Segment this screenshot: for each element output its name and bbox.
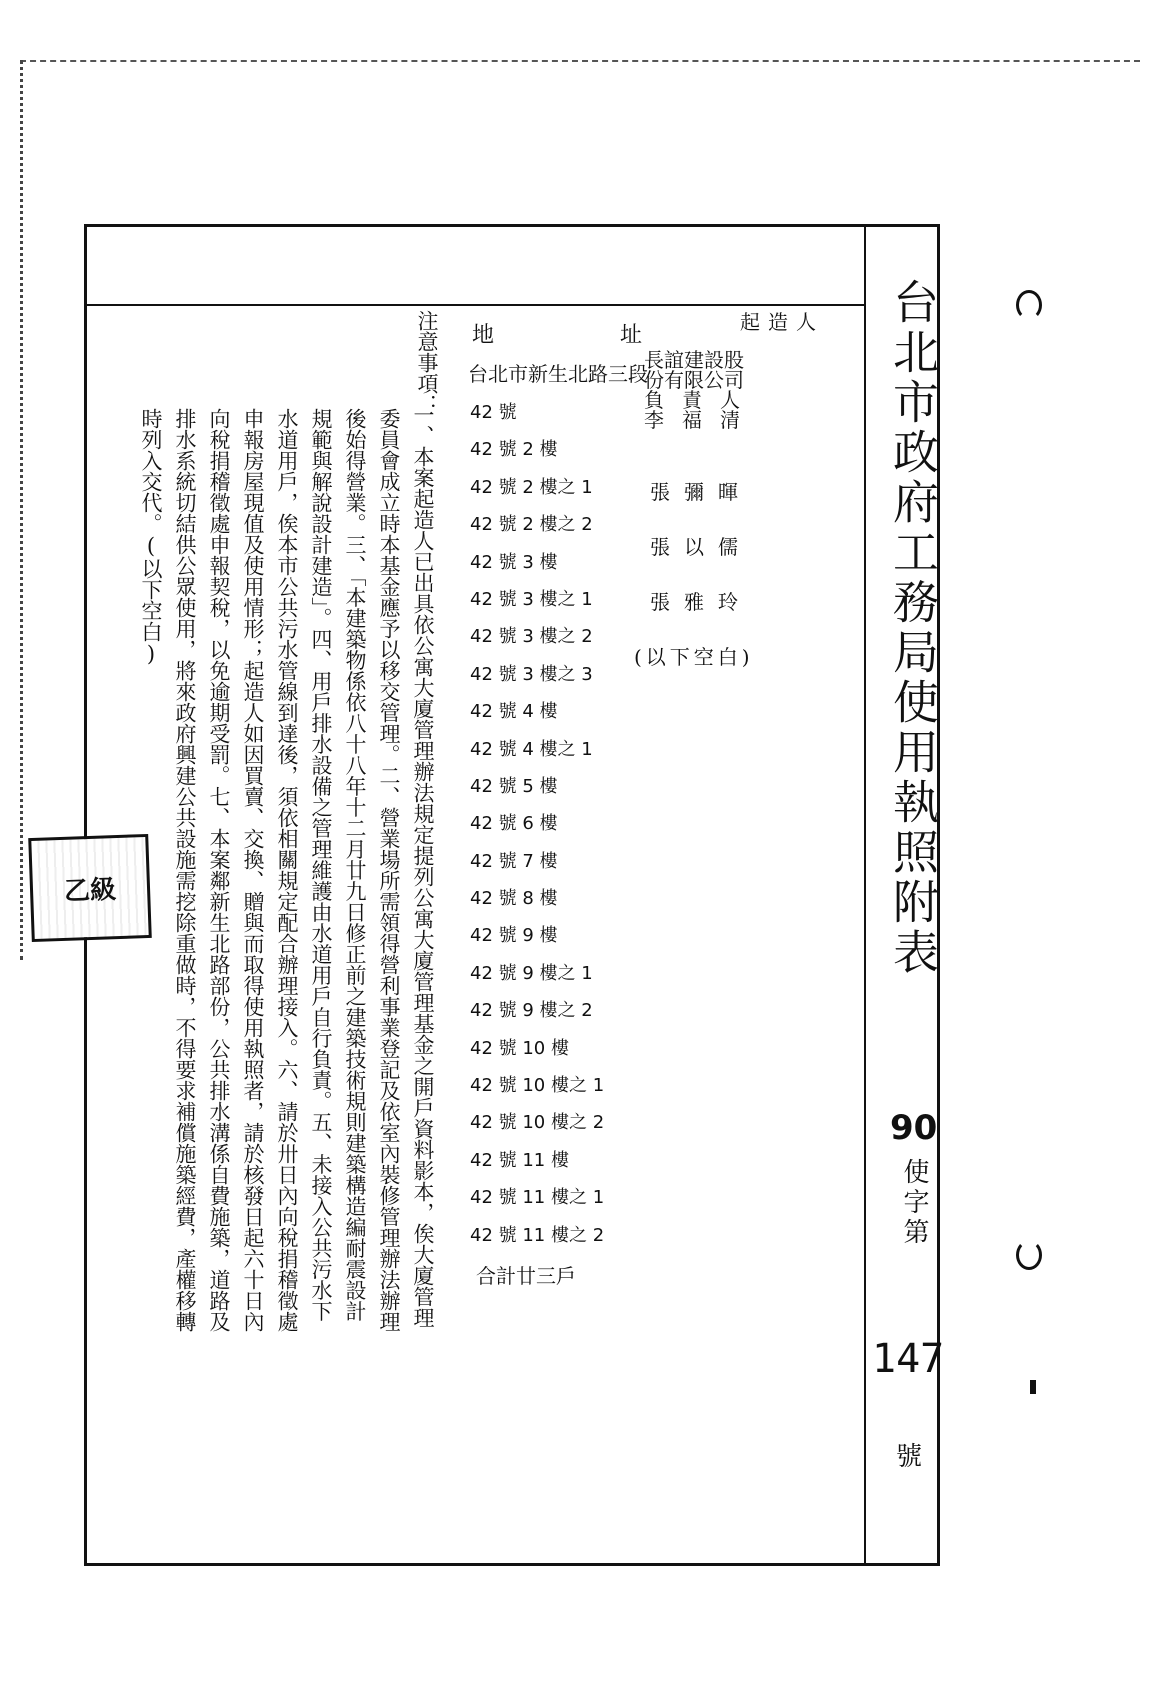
scan-edge-left [20, 60, 23, 960]
notes-line: 申報房屋現值及使用情形；起造人如因買賣、交換、贈與而取得使用執照者，請於核發日起六十日內 [241, 408, 265, 1332]
notes-line: 向稅捐稽徵處申報契稅，以免逾期受罰。七、本案鄰新生北路部份，公共排水溝係自費施築，道路及 [207, 408, 231, 1332]
address-total: 合計廿三戶 [476, 1264, 576, 1288]
builder-company-line1: 長誼建設股 [644, 348, 744, 372]
builder-header-label: 起造人 [740, 310, 824, 334]
address-unit: 42 號 3 樓之 1 [470, 588, 593, 610]
license-suffix: 號 [896, 1442, 923, 1472]
address-unit: 42 號 9 樓 [470, 925, 558, 947]
binder-hole-icon [1016, 290, 1042, 320]
address-unit: 42 號 4 樓之 1 [470, 738, 593, 760]
scan-edge-top [20, 60, 1140, 62]
address-header-left: 地 [472, 323, 495, 348]
address-unit: 42 號 10 樓之 2 [470, 1112, 605, 1134]
address-unit: 42 號 2 樓 [470, 439, 558, 461]
address-header [472, 318, 642, 349]
address-unit: 42 號 11 樓之 1 [470, 1187, 605, 1209]
address-unit: 42 號 10 樓 [470, 1037, 569, 1059]
notes-line: 規範與解說設計建造」。四、用戶排水設備之管理維護由水道用戶自行負責。五、未接入公共污水下 [309, 408, 333, 1322]
builder-header [740, 306, 824, 335]
address-unit: 42 號 3 樓之 3 [470, 663, 593, 685]
stamp-text: 乙級 [63, 874, 117, 907]
builder-name: 張雅玲 [650, 590, 752, 614]
address-header-right: 址 [619, 323, 642, 348]
address-unit: 42 號 2 樓之 2 [470, 514, 593, 536]
address-unit: 42 號 3 樓之 2 [470, 626, 593, 648]
binder-hole-icon [1016, 1240, 1042, 1270]
ink-mark [1030, 1380, 1036, 1394]
address-unit: 42 號 [470, 402, 517, 423]
address-unit: 42 號 7 樓 [470, 850, 558, 872]
license-year: 90 [890, 1108, 938, 1148]
address-unit: 42 號 4 樓 [470, 701, 558, 723]
address-unit: 42 號 9 樓之 2 [470, 1000, 593, 1022]
address-unit-list [470, 398, 604, 1258]
notes-line: 後始得營業。三、「本建築物係依八十八年十二月廿九日修正前之建築技術規則建築構造編耐震設計 [343, 408, 367, 1322]
builder-names-end: (以下空白) [634, 645, 754, 669]
official-stamp [28, 834, 152, 942]
page-title: 台北市政府工務局使用執照附表 [886, 278, 940, 978]
notes-line: 時列入交代。(以下空白) [139, 408, 163, 666]
builder-rep-name: 李福清 [644, 408, 758, 432]
notes-line: 一、本案起造人已出具依公寓大廈管理辦法規定提列公寓大廈管理基金之開戶資料影本，俟大廈管理 [411, 404, 435, 1328]
address-unit: 42 號 3 樓 [470, 551, 558, 573]
address-unit: 42 號 9 樓之 1 [470, 962, 593, 984]
address-unit: 42 號 2 樓之 1 [470, 476, 593, 498]
builder-name: 張以儒 [650, 535, 752, 559]
address-unit: 42 號 8 樓 [470, 888, 558, 910]
address-unit: 42 號 11 樓之 2 [470, 1224, 605, 1246]
builder-rep-label: 負責人 [644, 388, 758, 412]
builder-company [644, 350, 784, 430]
address-unit: 42 號 10 樓之 1 [470, 1075, 605, 1097]
builder-name: 張彌暉 [650, 480, 752, 504]
address-unit: 42 號 6 樓 [470, 813, 558, 835]
notes-line: 排水系統切結供公眾使用，將來政府興建公共設施需挖除重做時，不得要求補償施築經費，產權移轉 [173, 408, 197, 1332]
builder-company-line2: 份有限公司 [644, 368, 744, 392]
notes-header: 注意事項： [415, 310, 439, 415]
address-unit: 42 號 11 樓 [470, 1149, 569, 1171]
address-unit: 42 號 5 樓 [470, 775, 558, 797]
builder-names [634, 476, 790, 696]
license-type: 使字第 [899, 1158, 929, 1248]
title-column-divider [864, 226, 866, 1564]
license-number: 147 [872, 1336, 945, 1382]
address-street: 台北市新生北路三段 [468, 362, 648, 386]
notes-line: 水道用戶，俟本市公共污水管線到達後，須依相關規定配合辦理接入。六、請於卅日內向稅捐稽徵處 [275, 408, 299, 1332]
notes-line: 委員會成立時本基金應予以移交管理。二、營業場所需領得營利事業登記及依室內裝修管理辦法辦理 [377, 408, 401, 1332]
